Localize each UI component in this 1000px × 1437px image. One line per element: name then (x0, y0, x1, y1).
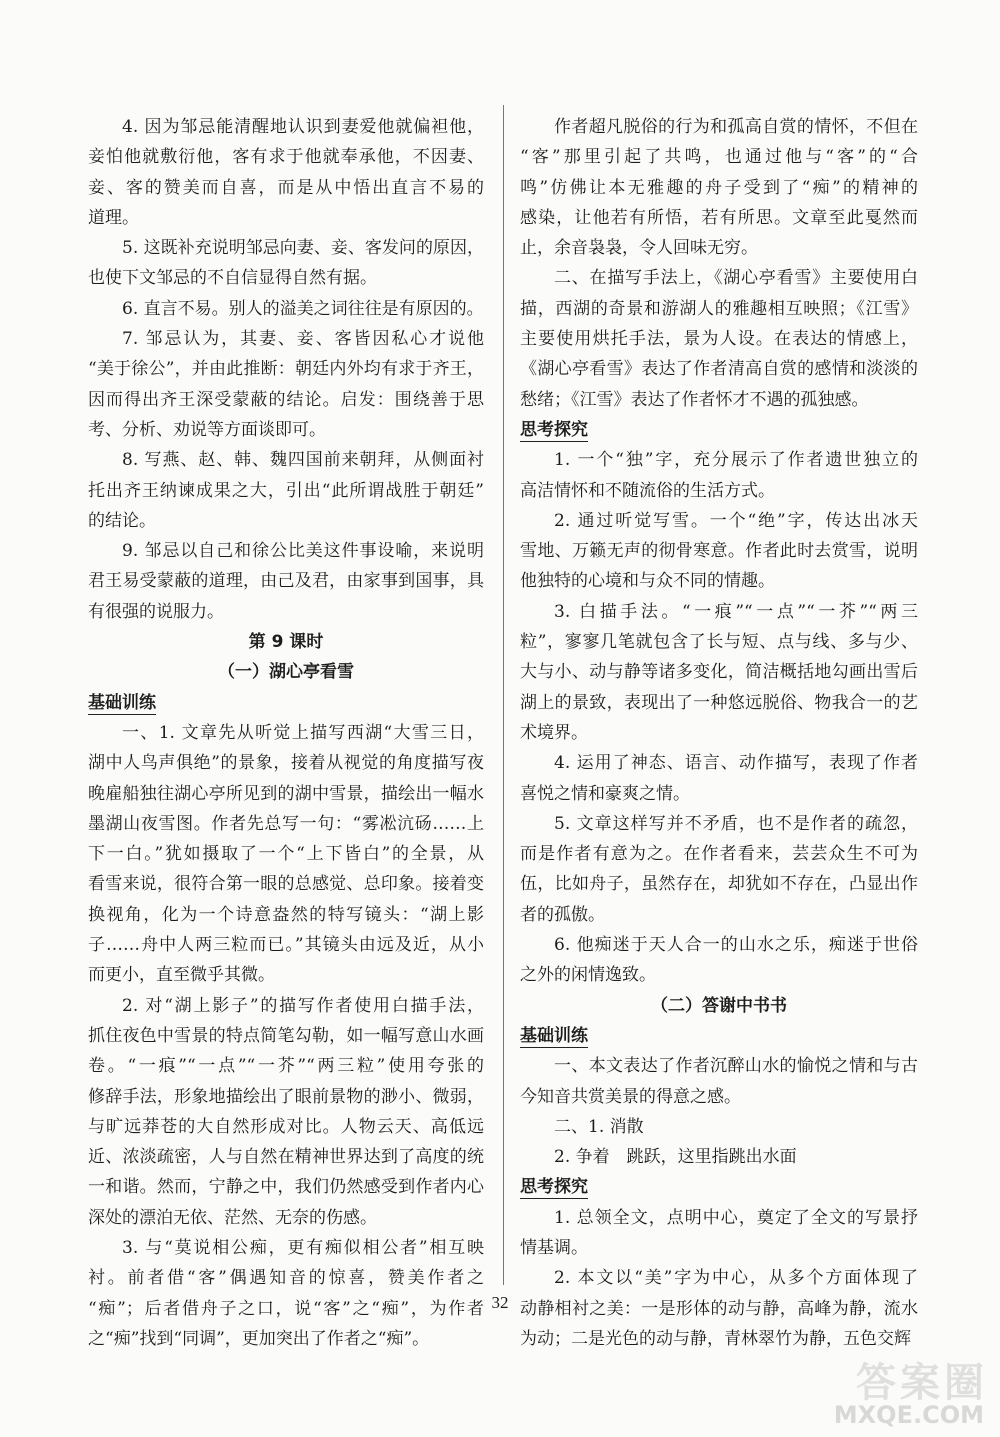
text-line: 粒”，寥寥几笔就包含了长与短、点与线、多与少、 (520, 632, 918, 653)
text-line: 鸣”仿佛让本无雅趣的舟子受到了“痴”的精神的 (520, 177, 918, 198)
paragraph (520, 445, 918, 506)
text-line: 子……舟中人两三粒而已。”其镜头由远及近，从小 (88, 935, 484, 956)
text-line: 3. 与“莫说相公痴，更有痴似相公者”相互映 (122, 1237, 484, 1258)
text-line: 下一白。”犹如摄取了一个“上下皆白”的全景，从 (88, 844, 484, 865)
right-column (520, 112, 918, 1354)
subsection-heading-label: 思考探究 (520, 1177, 588, 1198)
watermark-text: 答案圈 (856, 1360, 988, 1406)
section-title: （二）答谢中书书 (651, 995, 787, 1016)
text-line: 情基调。 (520, 1237, 588, 1258)
text-line: 卷。“一痕”“一点”“一芥”“两三粒”使用夸张的 (88, 1056, 484, 1077)
paragraph (520, 1142, 918, 1172)
text-line: “痴”；后者借舟子之口，说“客”之“痴”，为作者 (88, 1298, 484, 1319)
text-line: 5. 这既补充说明邹忌向妻、妾、客发问的原因， (122, 238, 484, 259)
text-line: 止，余音袅袅，令人回味无穷。 (520, 238, 758, 259)
text-line: 湖中人鸟声俱绝”的景象，接着从视觉的角度描写夜 (88, 753, 484, 774)
text-line: 二、在描写手法上，《湖心亭看雪》主要使用白 (554, 268, 918, 289)
lesson-title: 第 9 课时 (248, 632, 324, 653)
text-line: 湖上的景致，表现出了一种悠远脱俗、物我合一的艺 (520, 692, 918, 713)
text-line: 君王易受蒙蔽的道理，由己及君，由家事到国事，具 (88, 571, 484, 592)
subsection-heading (520, 415, 918, 445)
paragraph (520, 748, 918, 809)
text-line: “客”那里引起了共鸣，也通过他与“客”的“合 (520, 147, 918, 168)
text-line: 2. 对“湖上影子”的描写作者使用白描手法， (122, 995, 484, 1016)
text-line: 者的孤傲。 (520, 904, 605, 925)
subsection-heading-label: 基础训练 (520, 1025, 588, 1046)
subsection-heading (520, 1021, 918, 1051)
text-line: 雪地、万籁无声的彻骨寒意。作者此时去赏雪，说明 (520, 541, 918, 562)
text-line: 一和谐。然而，宁静之中，我们仍然感受到作者内心 (88, 1177, 484, 1198)
paragraph (88, 294, 484, 324)
text-line: 有很强的说服力。 (88, 601, 224, 622)
paragraph (88, 233, 484, 294)
paragraph (520, 112, 918, 263)
text-line: 考、分析、劝说等方面谈即可。 (88, 419, 326, 440)
text-line: 妾怕他就敷衍他，客有求于他就奉承他，不因妻、 (88, 147, 484, 168)
column-divider (503, 105, 504, 1285)
paragraph (88, 112, 484, 233)
text-line: 而是作者有意为之。在作者看来，芸芸众生不可为 (520, 844, 918, 865)
text-line: 喜悦之情和豪爽之情。 (520, 783, 690, 804)
text-line: 《湖心亭看雪》表达了作者清高自赏的感情和淡淡的 (520, 359, 918, 380)
text-line: 3. 白描手法。“一痕”“一点”“一芥”“两三 (554, 601, 918, 622)
text-line: 术境界。 (520, 722, 588, 743)
text-line: 而更小，直至微乎其微。 (88, 965, 275, 986)
page-number: 32 (491, 1293, 509, 1312)
text-line: 感染，让他若有所悟，若有所思。文章至此戛然而 (520, 207, 918, 228)
text-line: 6. 他痴迷于天人合一的山水之乐，痴迷于世俗 (554, 935, 918, 956)
text-line: 5. 文章这样写并不矛盾，也不是作者的疏忽， (554, 813, 918, 834)
text-line: 一、本文表达了作者沉醉山水的愉悦之情和与古 (554, 1056, 918, 1077)
text-line: 道理。 (88, 207, 139, 228)
text-line: 1. 一个“独”字，充分展示了作者遗世独立的 (554, 450, 918, 471)
text-line: 二、1. 消散 (554, 1116, 644, 1137)
text-line: 8. 写燕、赵、韩、魏四国前来朝拜，从侧面衬 (122, 450, 484, 471)
text-line: 因而得出齐王深受蒙蔽的结论。启发：围绕善于思 (88, 389, 484, 410)
section-title: （一）湖心亭看雪 (218, 662, 354, 683)
text-line: 6. 直言不易。别人的溢美之词往往是有原因的。 (122, 298, 484, 319)
text-line: 动静相衬之美：一是形体的动与静，高峰为静，流水 (520, 1298, 918, 1319)
text-line: 之“痴”找到“同调”，更加突出了作者之“痴”。 (88, 1328, 430, 1349)
text-line: 描，西湖的奇景和游湖人的雅趣相互映照；《江雪》 (520, 298, 918, 319)
subsection-heading-label: 基础训练 (88, 692, 156, 713)
paragraph (520, 1051, 918, 1112)
text-line: 深处的漂泊无依、茫然、无奈的伤感。 (88, 1207, 377, 1228)
paragraph (520, 263, 918, 414)
text-line: 为动；二是光色的动与静，青林翠竹为静，五色交辉 (520, 1328, 911, 1349)
paragraph (88, 324, 484, 445)
text-line: 近、浓淡疏密，人与自然在精神世界达到了高度的统 (88, 1147, 484, 1168)
text-line: 晚雇船独往湖心亭所见到的湖中雪景，描绘出一幅水 (88, 783, 484, 804)
text-line: 2. 通过听觉写雪。一个“绝”字，传达出冰天 (554, 510, 918, 531)
text-line: 2. 本文以“美”字为中心，从多个方面体现了 (554, 1268, 918, 1289)
text-line: 愁绪；《江雪》表达了作者怀才不遇的孤独感。 (520, 389, 869, 410)
paragraph (520, 506, 918, 597)
text-line: 与旷远莽苍的大自然形成对比。人物云天、高低远 (88, 1116, 484, 1137)
paragraph (520, 597, 918, 748)
text-line: 衬。前者借“客”偶遇知音的惊喜，赞美作者之 (88, 1268, 484, 1289)
paragraph (520, 930, 918, 991)
text-line: 妾、客的赞美而自喜，而是从中悟出直言不易的 (88, 177, 484, 198)
text-line: 大与小、动与静等诸多变化，简洁概括地勾画出雪后 (520, 662, 918, 683)
text-line: 托出齐王纳谏成果之大，引出“此所谓战胜于朝廷” (88, 480, 484, 501)
text-line: 看雪来说，很符合第一眼的总感觉、总印象。接着变 (88, 874, 484, 895)
text-line: 作者超凡脱俗的行为和孤高自赏的情怀，不但在 (554, 117, 918, 137)
paragraph (520, 1203, 918, 1264)
text-line: 9. 邹忌以自己和徐公比美这件事设喻，来说明 (122, 541, 484, 562)
text-line: 今知音共赏美景的得意之感。 (520, 1086, 741, 1107)
text-line: 主要使用烘托手法，景为人设。在表达的情感上， (520, 329, 918, 350)
text-line: 2. 争着 跳跃，这里指跳出水面 (554, 1147, 797, 1168)
paragraph (88, 718, 484, 991)
text-line: 墨湖山夜雪图。作者先总写一句：“雾凇沆砀……上 (88, 813, 484, 834)
paragraph (88, 445, 484, 536)
text-line: 他独特的心境和与众不同的情趣。 (520, 571, 775, 592)
text-line: 伍，比如舟子，虽然存在，却犹如不存在，凸显出作 (520, 874, 918, 895)
paragraph (520, 809, 918, 930)
text-line: 之外的闲情逸致。 (520, 965, 656, 986)
text-line: 的结论。 (88, 510, 156, 531)
text-line: 换视角，化为一个诗意盎然的特写镜头：“湖上影 (88, 904, 484, 925)
text-line: 高洁情怀和不随流俗的生活方式。 (520, 480, 775, 501)
text-line: 4. 因为邹忌能清醒地认识到妻爱他就偏袒他， (122, 117, 484, 137)
text-line: 1. 总领全文，点明中心，奠定了全文的写景抒 (554, 1207, 918, 1228)
subsection-heading (88, 688, 484, 718)
left-column (88, 112, 484, 1354)
watermark-url: MXQE.COM (833, 1401, 984, 1429)
text-line: 4. 运用了神态、语言、动作描写，表现了作者 (554, 753, 918, 774)
watermark-logo (833, 1351, 988, 1429)
text-line: “美于徐公”，并由此推断：朝廷内外均有求于齐王， (88, 359, 484, 380)
text-line: 7. 邹忌认为，其妻、妾、客皆因私心才说他 (122, 329, 484, 350)
text-line: 抓住夜色中雪景的特点简笔勾勒，如一幅写意山水画 (88, 1025, 484, 1046)
paragraph (88, 991, 484, 1233)
paragraph (520, 1112, 918, 1142)
subsection-heading (520, 1172, 918, 1202)
paragraph (88, 536, 484, 627)
subsection-heading-label: 思考探究 (520, 419, 588, 440)
text-line: 修辞手法，形象地描绘出了眼前景物的渺小、微弱， (88, 1086, 484, 1107)
text-line: 也使下文邹忌的不自信显得自然有据。 (88, 268, 377, 289)
text-line: 一、1. 文章先从听觉上描写西湖“大雪三日， (122, 722, 484, 743)
